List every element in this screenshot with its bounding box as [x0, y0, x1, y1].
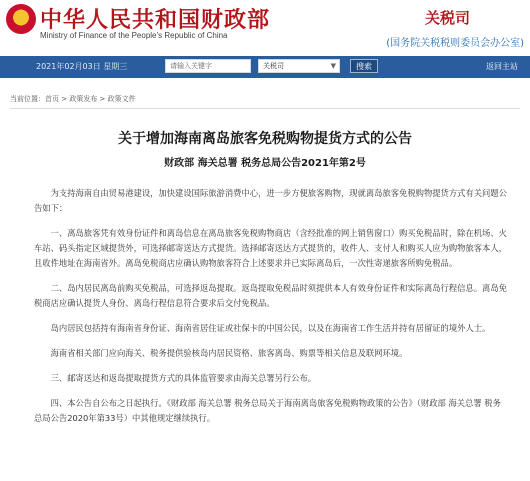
search-scope-select[interactable] [258, 59, 340, 73]
document-paragraph: 四、本公告自公布之日起执行。《财政部 海关总署 税务总局关于海南离岛旅客免税购物政策的公告》（财政部 海关总署 税务总局公告2020年第33号）中其他规定继续执行。 [34, 398, 501, 423]
search-button[interactable]: 搜索 [350, 59, 378, 73]
divider [10, 108, 520, 109]
document-paragraph: 二、岛内居民离岛前购买免税品，可选择返岛提取。返岛提取免税品时须提供本人有效身份证件和实际离岛行程信息。离岛免税商店应确认提货人身份、离岛行程信息符合要求后交付免税品。 [34, 283, 507, 308]
document-paragraph: 一、离岛旅客凭有效身份证件和离岛信息在离岛旅客免税购物商店（含经批准的网上销售窗口）购买免税品时，除在机场、火车站、码头指定区域提货外，可选择邮寄送达方式提货。选择邮寄送达方式提货的，收件人、支付人和购买人应为购物旅客本人，且收件地址在海南省外。离岛免税商店应确认购物旅客符合上述要求并已实际离岛后，一次性寄递旅客所购免税品。 [34, 228, 507, 268]
document-paragraph: 海南省相关部门应向海关、税务提供验核岛内居民资格、旅客离岛、购票等相关信息及联网环境。 [50, 348, 408, 358]
document-body [34, 186, 508, 436]
home-link[interactable]: 返回主站 [486, 62, 518, 71]
current-date: 2021年02月03日 星期三 [36, 62, 128, 71]
department-subtitle: (国务院关税税则委员会办公室) [386, 38, 524, 49]
document-number: 财政部 海关总署 税务总局公告2021年第2号 [164, 158, 366, 169]
document-paragraph: 三、邮寄送达和返岛提取提货方式的具体监管要求由海关总署另行公布。 [50, 373, 317, 383]
chevron-down-icon: ▼ [330, 62, 336, 70]
department-title: 关税司 [424, 9, 470, 27]
search-scope-value: 关税司 [263, 62, 284, 70]
site-title[interactable]: 中华人民共和国财政部 [40, 7, 271, 33]
site-header [0, 0, 530, 52]
breadcrumb[interactable]: 当前位置：首页 > 政策发布 > 政策文件 [10, 95, 136, 103]
search-input[interactable]: 请输入关键字 [165, 59, 251, 73]
document-paragraph: 岛内居民包括持有海南省身份证、海南省居住证或社保卡的中国公民，以及在海南省工作生活并持有居留证的境外人士。 [50, 323, 491, 333]
top-navbar [0, 56, 530, 78]
document-paragraph: 为支持海南自由贸易港建设，加快建设国际旅游消费中心，进一步方便旅客购物，现就离岛旅客免税购物提货方式有关问题公告如下： [34, 188, 507, 213]
page-title: 关于增加海南离岛旅客免税购物提货方式的公告 [118, 131, 412, 147]
site-subtitle: Ministry of Finance of the People’s Republic of China [40, 31, 228, 40]
national-emblem-icon[interactable]: ★ [6, 4, 36, 34]
